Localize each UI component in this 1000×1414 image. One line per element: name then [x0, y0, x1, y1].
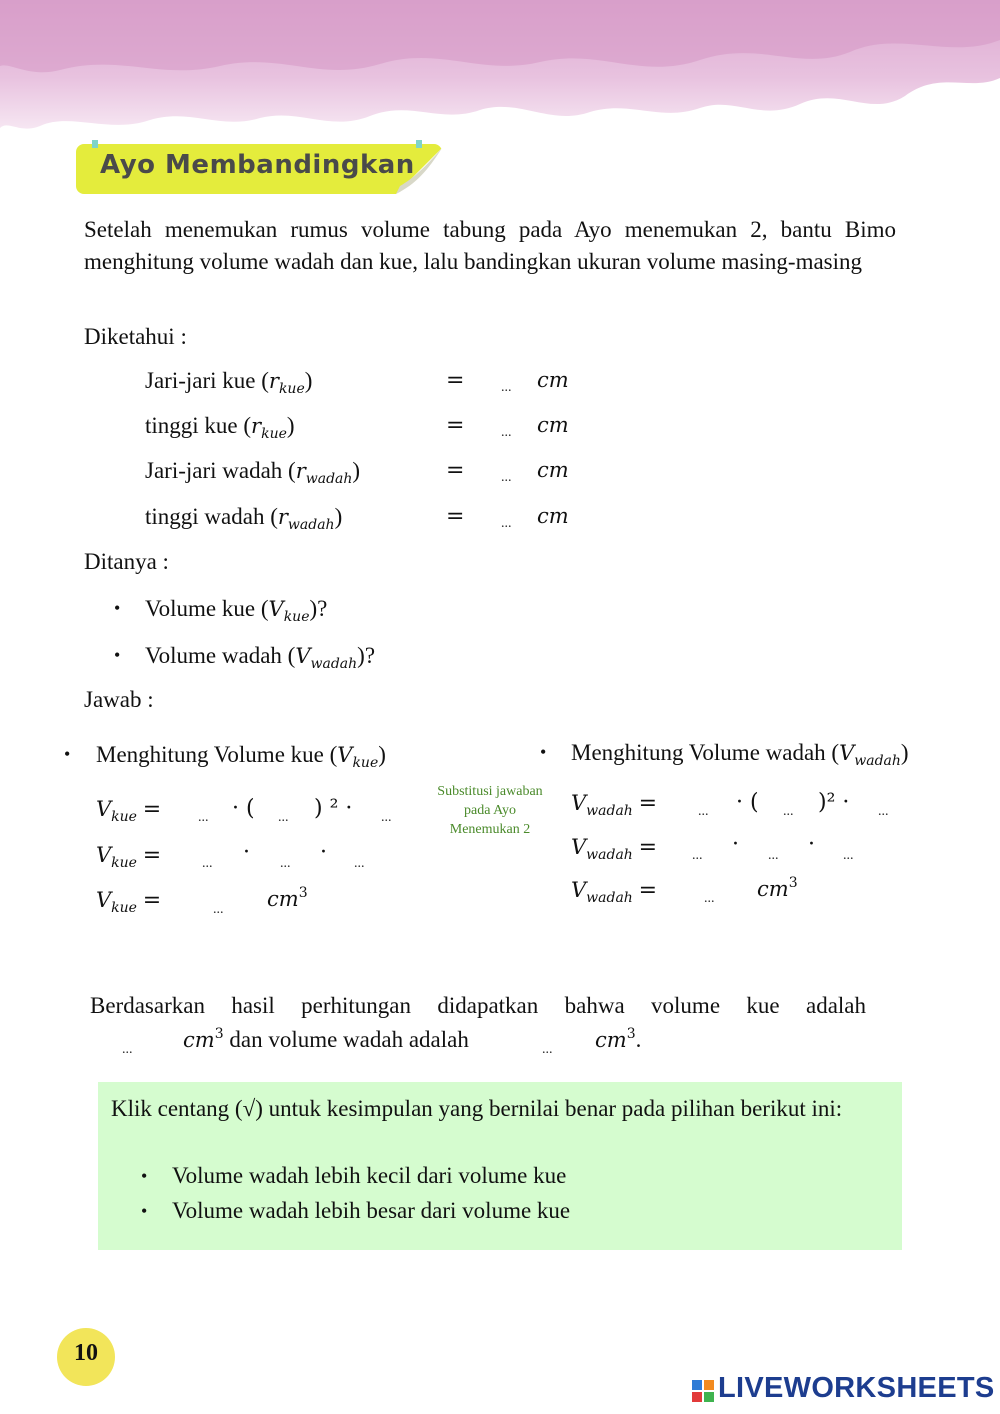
blank-input[interactable]: ...	[280, 856, 291, 871]
unit-label: cm	[537, 413, 569, 437]
unit-label: $cm^3$	[757, 875, 798, 901]
square-operator: ) ² ·	[314, 796, 353, 821]
blank-input[interactable]: ...	[704, 891, 715, 906]
square-operator: )² ·	[818, 790, 850, 815]
question-item: Volume kue $(V_{kue})$?	[145, 596, 328, 625]
jawab-label: Jawab :	[84, 687, 154, 712]
known-row-label: tinggi kue $(r_{kue})$	[145, 413, 295, 442]
equals-sign: =	[446, 458, 465, 483]
kue-volume-symbol: $V_{kue}$ =	[96, 888, 162, 916]
known-row-label: Jari-jari wadah $(r_{wadah})$	[145, 458, 361, 487]
known-row-label: Jari-jari kue $(r_{kue})$	[145, 368, 313, 397]
unit-label: cm	[537, 504, 569, 528]
liveworksheets-wordmark: LIVEWORKSHEETS	[718, 1372, 995, 1404]
page-number: 10	[74, 1340, 98, 1366]
open-paren: · (	[232, 796, 255, 821]
multiply-dot: ·	[732, 832, 739, 857]
bullet: •	[540, 742, 547, 762]
bullet: •	[141, 1201, 148, 1221]
blank-input[interactable]: ...	[501, 516, 512, 531]
page-title: Ayo Membandingkan	[100, 150, 415, 180]
unit-label: $cm^3$	[267, 885, 308, 911]
blank-input[interactable]: ...	[122, 1042, 133, 1057]
blank-input[interactable]: ...	[501, 470, 512, 485]
check-option[interactable]: Volume wadah lebih kecil dari volume kue	[172, 1163, 567, 1188]
blank-input[interactable]: ...	[692, 848, 703, 863]
multiply-dot: ·	[808, 832, 815, 857]
multiply-dot: ·	[320, 840, 327, 865]
bullet: •	[141, 1166, 148, 1186]
blank-input[interactable]: ...	[354, 856, 365, 871]
wadah-heading: Menghitung Volume wadah $(V_{wadah})$	[571, 740, 909, 769]
blank-input[interactable]: ...	[878, 804, 889, 819]
check-option[interactable]: Volume wadah lebih besar dari volume kue	[172, 1198, 571, 1223]
blank-input[interactable]: ...	[198, 810, 209, 825]
known-row-label: tinggi wadah $(r_{wadah})$	[145, 504, 343, 533]
blank-input[interactable]: ...	[501, 380, 512, 395]
kue-volume-symbol: $V_{kue}$ =	[96, 843, 162, 871]
ditanya-label: Ditanya :	[84, 549, 169, 574]
blank-input[interactable]: ...	[501, 425, 512, 440]
check-instruction: Klik centang (√) untuk kesimpulan yang bernilai benar pada pilihan berikut ini:	[111, 1096, 843, 1121]
bullet: •	[64, 744, 71, 764]
wadah-volume-symbol: $V_{wadah}$ =	[571, 878, 658, 906]
wadah-volume-symbol: $V_{wadah}$ =	[571, 791, 658, 819]
blank-input[interactable]: ...	[278, 810, 289, 825]
wadah-volume-symbol: $V_{wadah}$ =	[571, 835, 658, 863]
unit-label: cm	[537, 458, 569, 482]
blank-input[interactable]: ...	[202, 856, 213, 871]
unit-label: cm	[537, 368, 569, 392]
conclusion-end: $cm^3$.	[595, 1026, 642, 1052]
kue-volume-symbol: $V_{kue}$ =	[96, 797, 162, 825]
diketahui-label: Diketahui :	[84, 324, 187, 349]
blank-input[interactable]: ...	[768, 848, 779, 863]
blank-input[interactable]: ...	[542, 1042, 553, 1057]
conclusion-line: Berdasarkan hasil perhitungan didapatkan bahwa volume kue adalah	[90, 993, 866, 1018]
question-item: Volume wadah $(V_{wadah})$?	[145, 643, 376, 672]
blank-input[interactable]: ...	[381, 810, 392, 825]
multiply-dot: ·	[243, 840, 250, 865]
open-paren: · (	[736, 790, 759, 815]
blank-input[interactable]: ...	[783, 804, 794, 819]
blank-input[interactable]: ...	[698, 804, 709, 819]
bullet: •	[114, 645, 121, 665]
blank-input[interactable]: ...	[843, 848, 854, 863]
header-watercolor	[0, 0, 1000, 150]
intro-paragraph: Setelah menemukan rumus volume tabung pada Ayo menemukan 2, bantu Bimo menghitung volume wadah dan kue, lalu bandingkan ukuran volume masing-masing	[84, 217, 896, 274]
blank-input[interactable]: ...	[213, 902, 224, 917]
substitution-note: Substitusi jawaban pada Ayo Menemukan 2	[437, 784, 543, 837]
equals-sign: =	[446, 504, 465, 529]
equals-sign: =	[446, 413, 465, 438]
conclusion-continuation: $cm^3$ dan volume wadah adalah	[183, 1026, 469, 1052]
bullet: •	[114, 598, 121, 618]
kue-heading: Menghitung Volume kue $(V_{kue})$	[96, 742, 386, 771]
equals-sign: =	[446, 368, 465, 393]
